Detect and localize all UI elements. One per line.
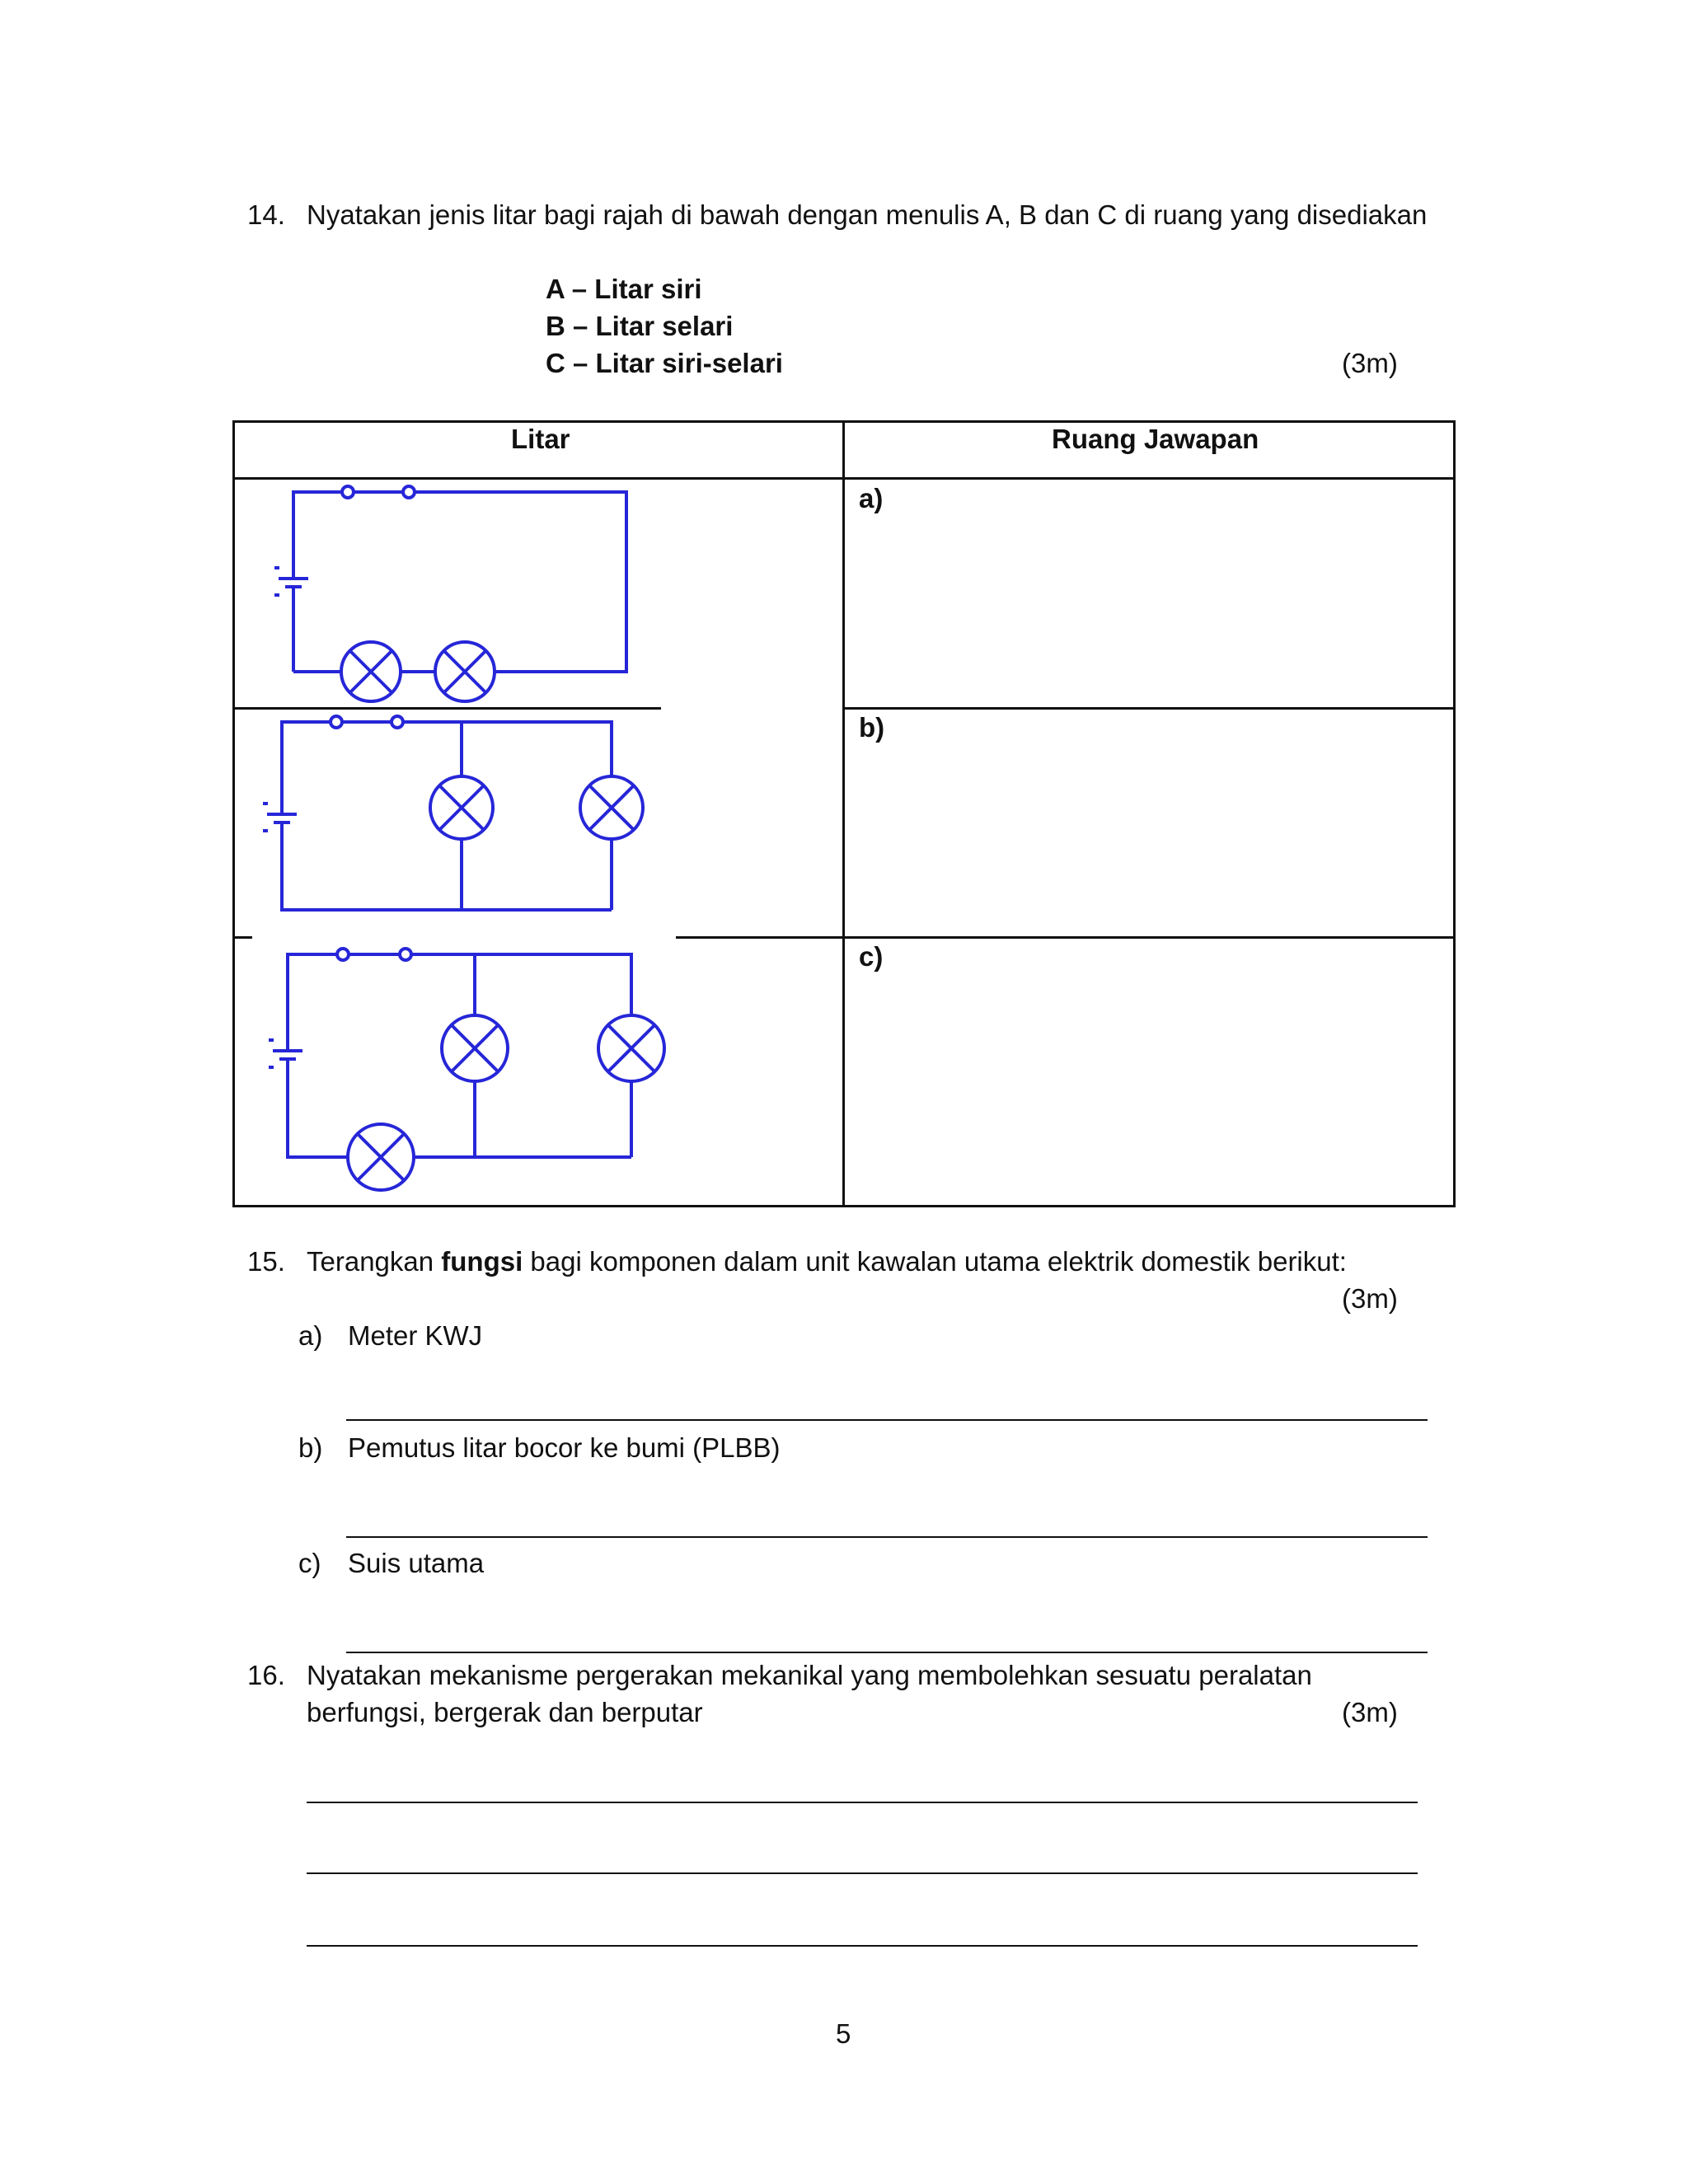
q16-number: 16.: [247, 1660, 285, 1690]
switch-terminal-icon: [392, 716, 403, 728]
q15-number: 15.: [247, 1246, 285, 1277]
option-c: C – Litar siri-selari: [546, 348, 783, 378]
answer-line[interactable]: [346, 1419, 1428, 1421]
answer-line[interactable]: [307, 1945, 1418, 1947]
table-row-divider-mid-2: [676, 936, 842, 939]
switch-terminal-icon: [342, 486, 354, 498]
q15-marks: (3m): [1342, 1283, 1398, 1314]
answer-label-a: a): [859, 483, 884, 513]
q15-item-a-letter: a): [298, 1320, 323, 1351]
answer-line[interactable]: [346, 1652, 1428, 1653]
switch-terminal-icon: [400, 949, 411, 960]
q14-marks: (3m): [1342, 348, 1398, 378]
table-row-divider-right-1: [842, 707, 1456, 710]
q15-text-post: bagi komponen dalam unit kawalan utama elektrik domestik berikut:: [523, 1246, 1347, 1277]
q15-item-c-text: Suis utama: [348, 1548, 485, 1578]
table-header-divider: [232, 477, 1456, 480]
table-column-divider: [842, 420, 845, 1207]
table-header-litar: Litar: [511, 424, 570, 454]
q16-line1: Nyatakan mekanisme pergerakan mekanikal yang membolehkan sesuatu peralatan: [307, 1660, 1312, 1690]
switch-terminal-icon: [337, 949, 349, 960]
q16-line2: berfungsi, bergerak dan berputar: [307, 1697, 703, 1727]
option-a: A – Litar siri: [546, 274, 702, 304]
lamp-icon: [348, 1124, 414, 1190]
lamp-icon: [341, 642, 401, 701]
table-row-divider-left-2: [232, 936, 252, 939]
q15-item-a-text: Meter KWJ: [348, 1320, 483, 1351]
q15-item-b-letter: b): [298, 1432, 323, 1463]
q15-item-c-letter: c): [298, 1548, 321, 1578]
answer-label-b: b): [859, 712, 885, 743]
lamp-icon: [442, 1015, 508, 1081]
lamp-icon: [430, 776, 493, 839]
q15-item-b-text: Pemutus litar bocor ke bumi (PLBB): [348, 1432, 781, 1463]
switch-terminal-icon: [403, 486, 415, 498]
q15-text-pre: Terangkan: [307, 1246, 442, 1277]
q15-text: [307, 1246, 1347, 1277]
answer-line[interactable]: [307, 1872, 1418, 1874]
table-header-ruang-jawapan: Ruang Jawapan: [1052, 424, 1259, 454]
q14-number: 14.: [247, 199, 285, 230]
lamp-icon: [598, 1015, 664, 1081]
table-border-left: [232, 420, 235, 1207]
table-row-divider-left-1: [232, 707, 661, 710]
option-b: B – Litar selari: [546, 311, 734, 341]
page-number: 5: [836, 2018, 851, 2049]
q14-text: Nyatakan jenis litar bagi rajah di bawah dengan menulis A, B dan C di ruang yang disediakan: [307, 199, 1428, 230]
answer-line[interactable]: [307, 1802, 1418, 1803]
table-row-divider-right-2: [842, 936, 1456, 939]
answer-line[interactable]: [346, 1536, 1428, 1538]
q16-marks: (3m): [1342, 1697, 1398, 1727]
table-border-right: [1453, 420, 1456, 1207]
lamp-icon: [435, 642, 495, 701]
answer-label-c: c): [859, 941, 884, 972]
switch-terminal-icon: [331, 716, 342, 728]
lamp-icon: [580, 776, 643, 839]
q15-text-bold: fungsi: [441, 1246, 523, 1277]
